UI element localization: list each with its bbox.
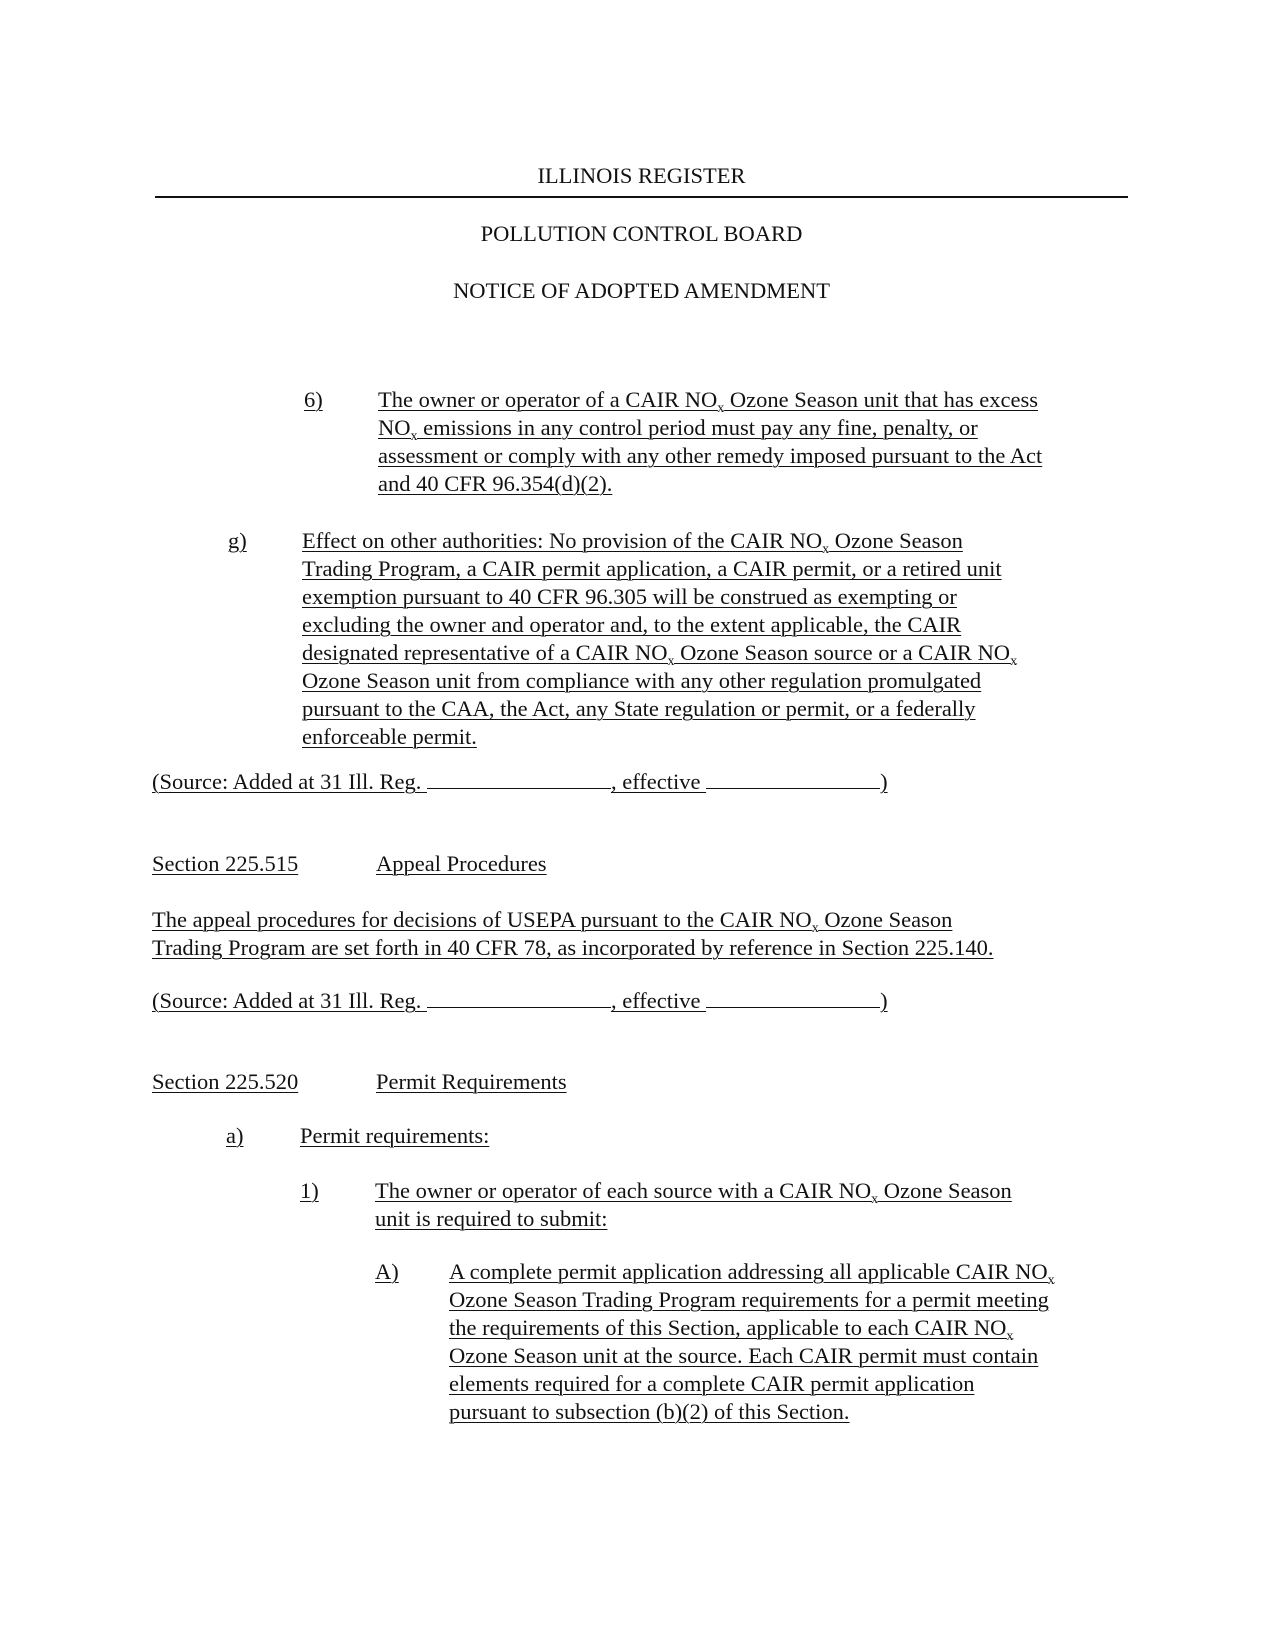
- subscript-x: x: [1047, 1273, 1055, 1288]
- text-segment: excluding the owner and operator and, to the extent applicable, the CAIR: [302, 612, 962, 637]
- text-segment: Trading Program, a CAIR permit application, a CAIR permit, or a retired unit: [302, 556, 1002, 581]
- register-blank: [427, 770, 611, 789]
- text-segment: A complete permit application addressing all applicable CAIR NO: [449, 1259, 1048, 1284]
- source-note-2: [152, 987, 888, 1015]
- text-segment: pursuant to the CAA, the Act, any State regulation or permit, or a federally: [302, 696, 976, 721]
- notice-title: NOTICE OF ADOPTED AMENDMENT: [453, 278, 830, 303]
- text-line: [378, 386, 1042, 414]
- text-line: [152, 906, 994, 934]
- text-segment: Ozone Season: [818, 907, 953, 932]
- source-note-effective: , effective: [610, 769, 701, 794]
- text-line: [449, 1342, 1055, 1370]
- text-segment: Ozone Season unit that has excess: [724, 387, 1038, 412]
- text-line: [449, 1258, 1055, 1286]
- text-segment: designated representative of a CAIR NO: [302, 640, 668, 665]
- text-segment: Trading Program are set forth in 40 CFR 78, as incorporated by reference in Section 225.140.: [152, 935, 994, 960]
- item-g-marker: g): [228, 528, 247, 553]
- text-segment: pursuant to subsection (b)(2) of this Section.: [449, 1399, 850, 1424]
- text-segment: The appeal procedures for decisions of USEPA pursuant to the CAIR NO: [152, 907, 812, 932]
- text-line: [302, 527, 1017, 555]
- subscript-x: x: [871, 1192, 879, 1207]
- subscript-x: x: [667, 654, 675, 669]
- text-segment: Ozone Season Trading Program requirements for a permit meeting: [449, 1287, 1049, 1312]
- source-note-prefix: (Source: Added at 31 Ill. Reg.: [152, 988, 422, 1013]
- text-line: [449, 1370, 1055, 1398]
- text-segment: unit is required to submit:: [375, 1206, 608, 1231]
- subscript-x: x: [811, 921, 819, 936]
- text-segment: emissions in any control period must pay any fine, penalty, or: [417, 415, 978, 440]
- subscript-x: x: [717, 401, 725, 416]
- text-segment: exemption pursuant to 40 CFR 96.305 will be construed as exempting or: [302, 584, 957, 609]
- header-rule: [155, 196, 1128, 198]
- text-line: [302, 639, 1017, 667]
- text-line: [375, 1177, 1012, 1205]
- section-520-number: Section 225.520: [152, 1069, 299, 1094]
- section-515-title: Appeal Procedures: [376, 851, 547, 876]
- item-capital-a-text: [449, 1258, 1055, 1426]
- section-515-text: [152, 906, 994, 962]
- text-segment: The owner or operator of a CAIR NO: [378, 387, 718, 412]
- text-segment: Effect on other authorities: No provision of the CAIR NO: [302, 528, 823, 553]
- text-segment: Ozone Season unit at the source. Each CAIR permit must contain: [449, 1343, 1039, 1368]
- register-blank: [427, 989, 611, 1008]
- subscript-x: x: [410, 429, 418, 444]
- item-1-marker: 1): [300, 1178, 319, 1203]
- source-note-prefix: (Source: Added at 31 Ill. Reg.: [152, 769, 422, 794]
- item-capital-a-marker: A): [375, 1259, 399, 1284]
- section-515-number: Section 225.515: [152, 851, 299, 876]
- text-segment: The owner or operator of each source with a CAIR NO: [375, 1178, 872, 1203]
- item-a-text: Permit requirements:: [300, 1123, 490, 1148]
- subscript-x: x: [822, 542, 830, 557]
- register-title: ILLINOIS REGISTER: [537, 163, 746, 188]
- text-segment: the requirements of this Section, applicable to each CAIR NO: [449, 1315, 1007, 1340]
- item-g-text: [302, 527, 1017, 751]
- text-segment: Ozone Season unit from compliance with any other regulation promulgated: [302, 668, 982, 693]
- effective-date-blank: [706, 989, 880, 1008]
- item-a-marker: a): [226, 1123, 244, 1148]
- text-line: [302, 583, 1017, 611]
- text-line: [302, 555, 1017, 583]
- section-520-title: Permit Requirements: [376, 1069, 567, 1094]
- source-note-suffix: ): [880, 769, 888, 794]
- text-line: [302, 723, 1017, 751]
- text-segment: Ozone Season: [829, 528, 963, 553]
- item-6-text: [378, 386, 1042, 498]
- text-line: [152, 934, 994, 962]
- text-segment: assessment or comply with any other remedy imposed pursuant to the Act: [378, 443, 1043, 468]
- board-title: POLLUTION CONTROL BOARD: [480, 221, 803, 246]
- subscript-x: x: [1006, 1329, 1014, 1344]
- text-segment: and 40 CFR 96.354(d)(2).: [378, 471, 613, 496]
- text-line: [302, 695, 1017, 723]
- text-segment: enforceable permit.: [302, 724, 477, 749]
- effective-date-blank: [706, 770, 880, 789]
- source-note-1: [152, 768, 888, 796]
- text-line: [378, 470, 1042, 498]
- item-6-marker: 6): [304, 387, 323, 412]
- text-line: [302, 611, 1017, 639]
- text-segment: elements required for a complete CAIR permit application: [449, 1371, 975, 1396]
- text-line: [449, 1286, 1055, 1314]
- text-segment: Ozone Season source or a CAIR NO: [674, 640, 1011, 665]
- text-segment: NO: [378, 415, 411, 440]
- item-1-text: [375, 1177, 1012, 1233]
- source-note-suffix: ): [880, 988, 888, 1013]
- text-segment: Ozone Season: [878, 1178, 1012, 1203]
- text-line: [378, 414, 1042, 442]
- source-note-effective: , effective: [610, 988, 701, 1013]
- subscript-x: x: [1010, 654, 1018, 669]
- text-line: [302, 667, 1017, 695]
- text-line: [378, 442, 1042, 470]
- text-line: [449, 1314, 1055, 1342]
- text-line: [449, 1398, 1055, 1426]
- text-line: [375, 1205, 1012, 1233]
